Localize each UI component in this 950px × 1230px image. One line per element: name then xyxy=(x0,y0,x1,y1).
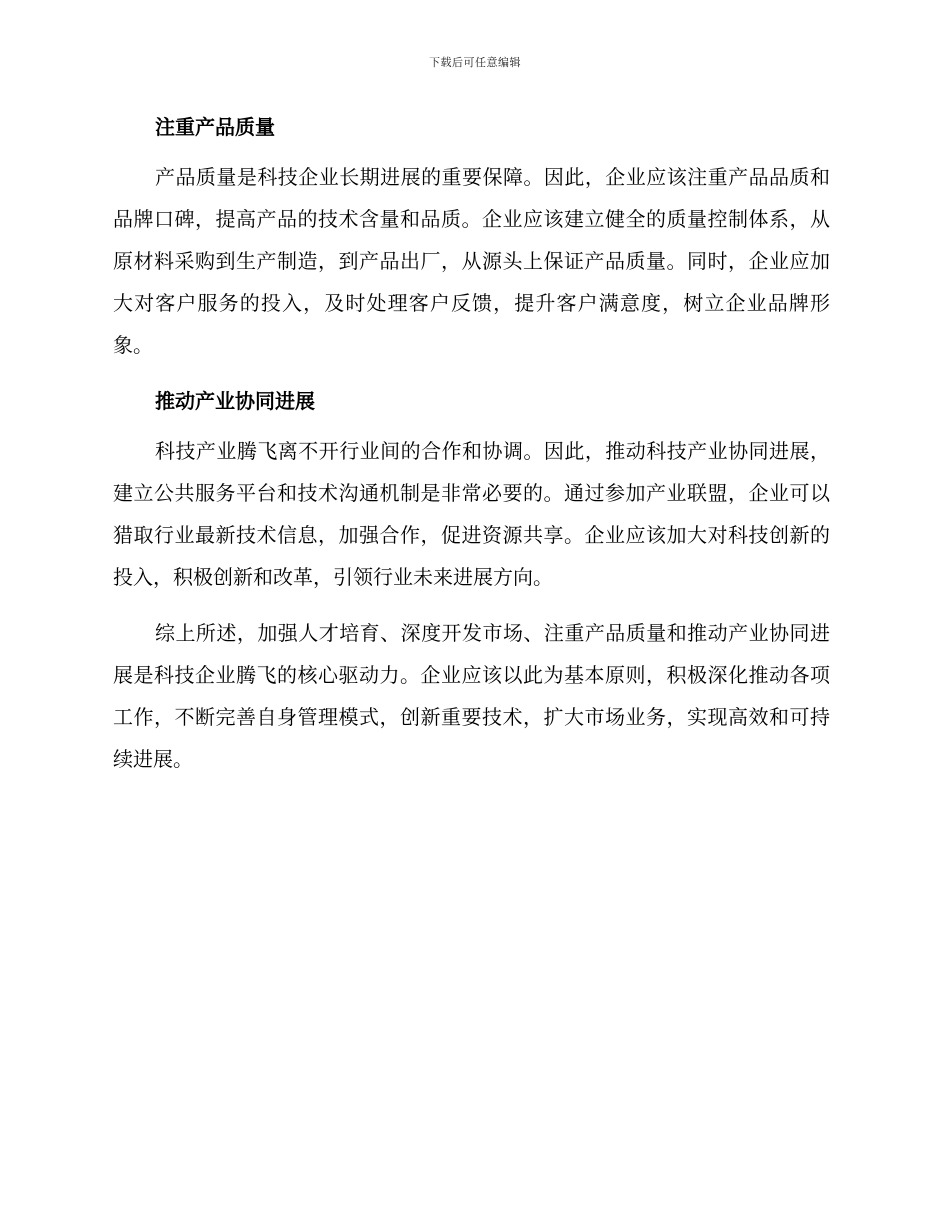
section-heading-product-quality: 注重产品质量 xyxy=(155,115,275,139)
section-heading-industry-collaboration: 推动产业协同进展 xyxy=(155,389,315,413)
document-body xyxy=(113,106,830,794)
paragraph-industry-collaboration: 科技产业腾飞离不开行业间的合作和协调。因此，推动科技产业协同进展，建立公共服务平台和技术沟通机制是非常必要的。通过参加产业联盟，企业可以猎取行业最新技术信息，加强合作，促进资源共享。企业应该加大对科技创新的投入，积极创新和改革，引领行业未来进展方向。 xyxy=(113,439,830,589)
paragraph-conclusion: 综上所述，加强人才培育、深度开发市场、注重产品质量和推动产业协同进展是科技企业腾飞的核心驱动力。企业应该以此为基本原则，积极深化推动各项工作，不断完善自身管理模式，创新重要技术，扩大市场业务，实现高效和可持续进展。 xyxy=(113,621,830,771)
paragraph-product-quality: 产品质量是科技企业长期进展的重要保障。因此，企业应该注重产品品质和品牌口碑，提高产品的技术含量和品质。企业应该建立健全的质量控制体系，从原材料采购到生产制造，到产品出厂，从源头上保证产品质量。同时，企业应加大对客户服务的投入，及时处理客户反馈，提升客户满意度，树立企业品牌形象。 xyxy=(113,165,830,357)
header-note: 下载后可任意编辑 xyxy=(429,56,521,69)
